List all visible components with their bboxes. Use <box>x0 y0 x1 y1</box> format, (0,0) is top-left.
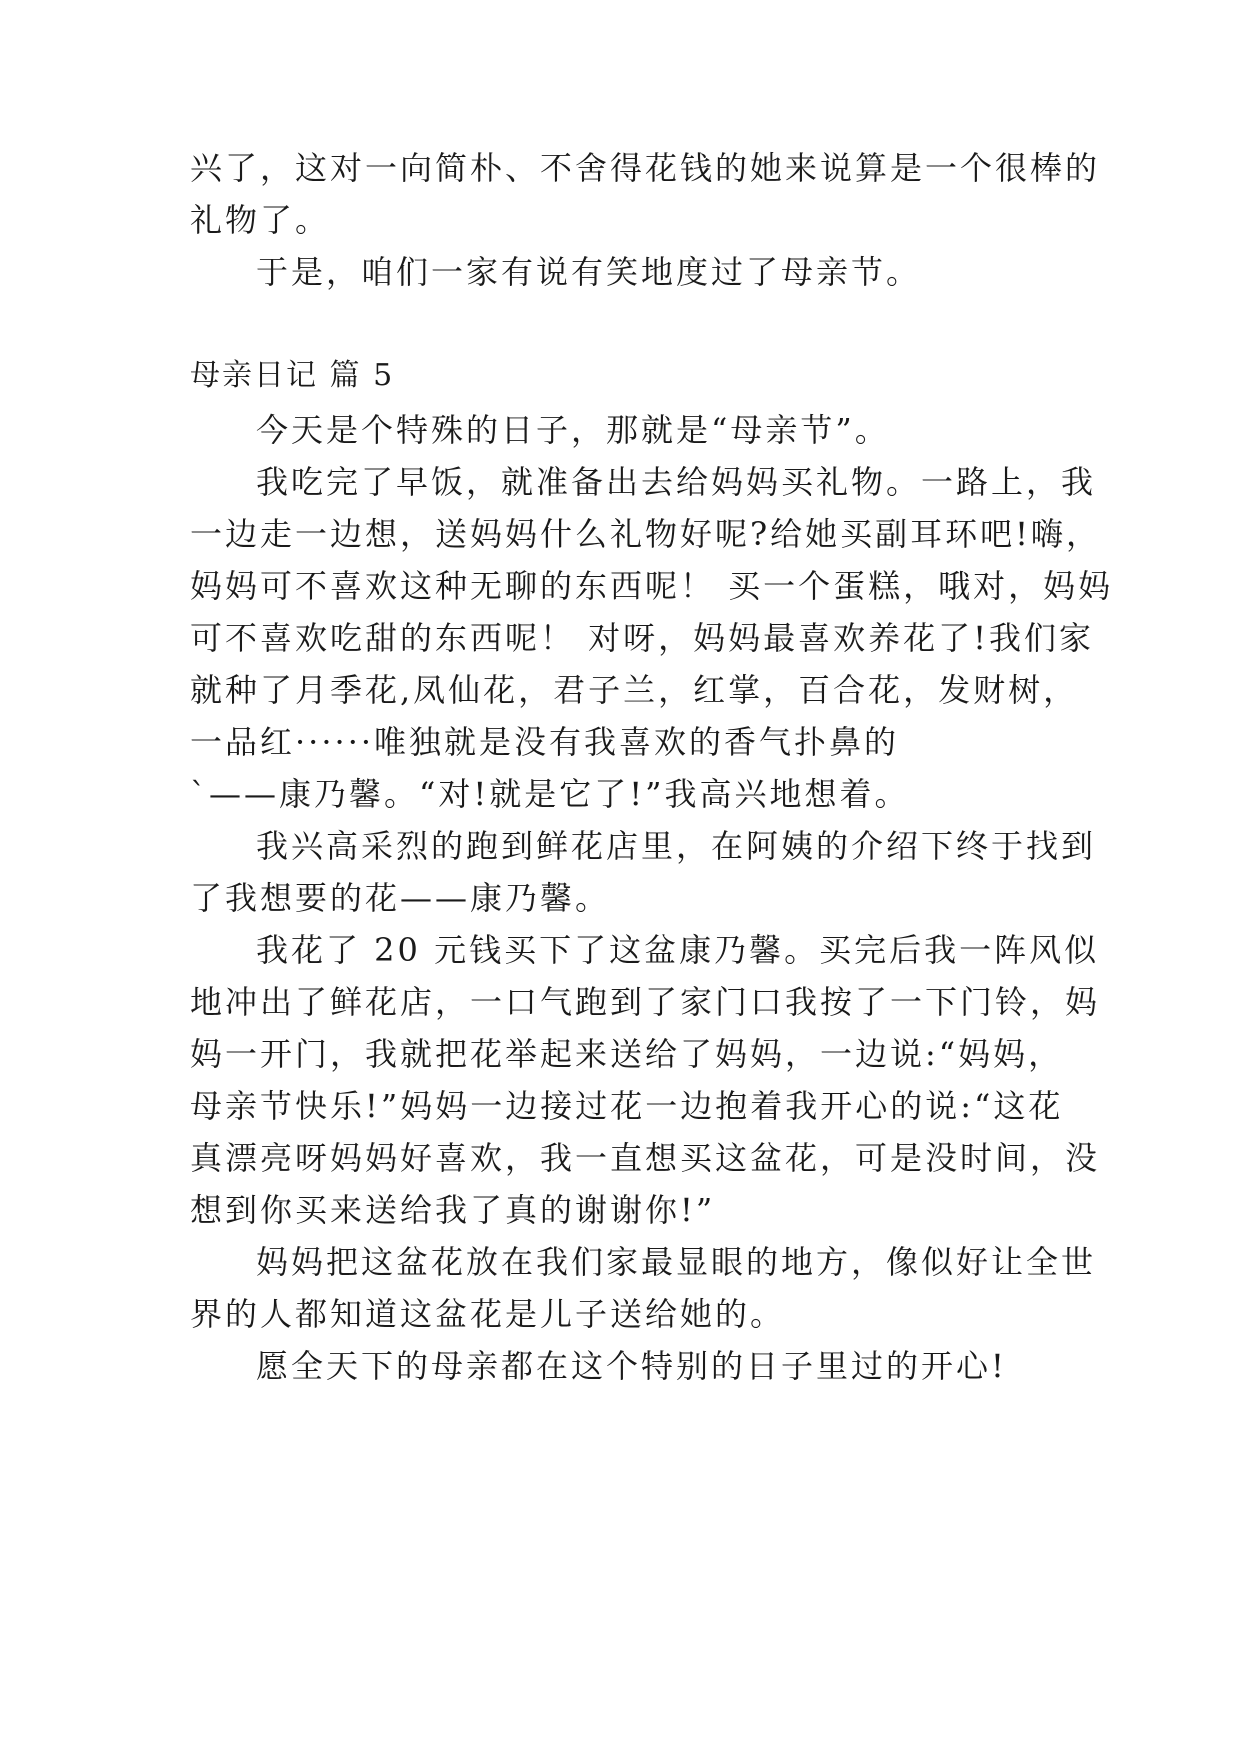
paragraph-line: 一边走一边想，送妈妈什么礼物好呢?给她买副耳环吧!嗨， <box>190 515 1102 553</box>
paragraph-line: 兴了，这对一向简朴、不舍得花钱的她来说算是一个很棒的 <box>190 149 1101 187</box>
paragraph-line: 我花了 20 元钱买下了这盆康乃馨。买完后我一阵风似 <box>256 931 1100 969</box>
paragraph-line: 妈一开门，我就把花举起来送给了妈妈，一边说:“妈妈， <box>190 1035 1064 1073</box>
section-title: 母亲日记 篇 5 <box>190 358 395 393</box>
paragraph-line: 真漂亮呀妈妈好喜欢，我一直想买这盆花，可是没时间，没 <box>190 1139 1101 1177</box>
paragraph-line: 今天是个特殊的日子，那就是“母亲节”。 <box>256 411 890 449</box>
paragraph-line: 一品红······唯独就是没有我喜欢的香气扑鼻的 <box>190 723 900 761</box>
paragraph-line: 我兴高采烈的跑到鲜花店里，在阿姨的介绍下终于找到 <box>256 827 1097 865</box>
paragraph-line: 地冲出了鲜花店，一口气跑到了家门口我按了一下门铃，妈 <box>190 983 1101 1021</box>
paragraph-line: 了我想要的花——康乃馨。 <box>190 879 611 917</box>
paragraph-line: 想到你买来送给我了真的谢谢你!” <box>190 1191 716 1229</box>
paragraph-line: 就种了月季花,凤仙花，君子兰，红掌，百合花，发财树， <box>190 671 1079 709</box>
paragraph-line: 妈妈可不喜欢这种无聊的东西呢！ 买一个蛋糕，哦对，妈妈 <box>190 567 1114 605</box>
paragraph-line: 妈妈把这盆花放在我们家最显眼的地方，像似好让全世 <box>256 1243 1097 1281</box>
paragraph-line: 我吃完了早饭，就准备出去给妈妈买礼物。一路上，我 <box>256 463 1097 501</box>
paragraph-line: 界的人都知道这盆花是儿子送给她的。 <box>190 1295 786 1333</box>
paragraph-line: 愿全天下的母亲都在这个特别的日子里过的开心! <box>256 1347 1007 1385</box>
paragraph-line: 母亲节快乐!”妈妈一边接过花一边抱着我开心的说:“这花 <box>190 1087 1064 1125</box>
paragraph-line: 礼物了。 <box>190 201 331 239</box>
paragraph-line: 于是，咱们一家有说有笑地度过了母亲节。 <box>256 253 922 291</box>
paragraph-line: 可不喜欢吃甜的东西呢！ 对呀，妈妈最喜欢养花了!我们家 <box>190 619 1095 657</box>
paragraph-line: `——康乃馨。“对!就是它了!”我高兴地想着。 <box>190 775 910 813</box>
